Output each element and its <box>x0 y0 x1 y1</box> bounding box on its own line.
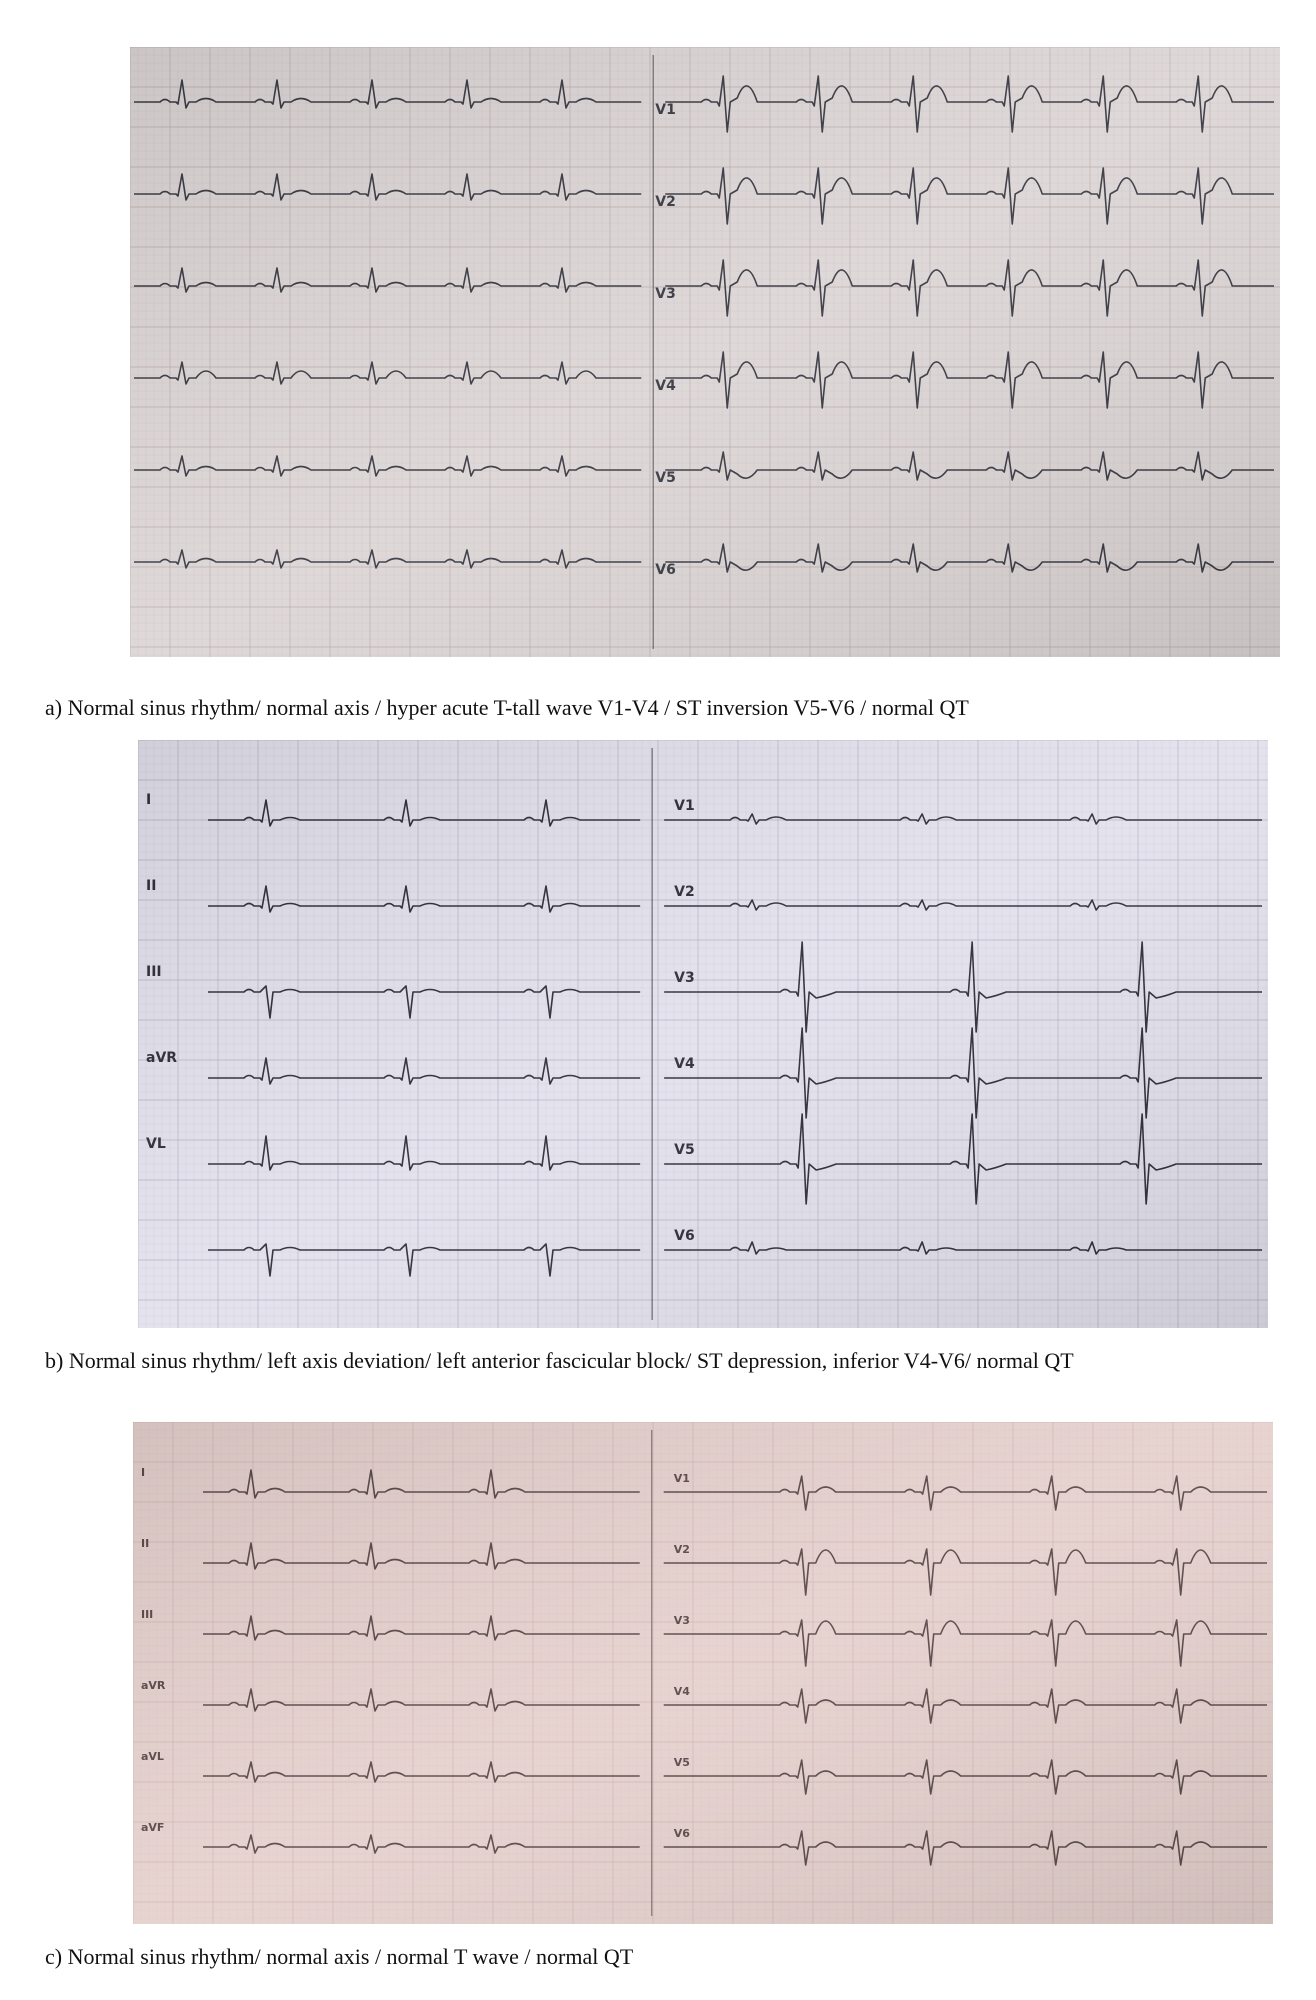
ecg-photo-a <box>130 47 1280 657</box>
ecg-svg-c <box>133 1422 1273 1924</box>
ecg-photo-b <box>138 740 1268 1328</box>
caption-c: c) Normal sinus rhythm/ normal axis / normal T wave / normal QT <box>45 1944 634 1969</box>
ecg-photo-c <box>133 1422 1273 1924</box>
photo-shading <box>130 47 1280 657</box>
photo-shading <box>138 740 1268 1328</box>
ecg-svg-b <box>138 740 1268 1328</box>
ecg-svg-a <box>130 47 1280 657</box>
caption-b: b) Normal sinus rhythm/ left axis deviation/ left anterior fascicular block/ ST depression, inferior V4-V6/ normal QT <box>45 1348 1074 1373</box>
photo-shading <box>133 1422 1273 1924</box>
caption-a: a) Normal sinus rhythm/ normal axis / hyper acute T-tall wave V1-V4 / ST inversion V5-V6 / normal QT <box>45 695 969 720</box>
